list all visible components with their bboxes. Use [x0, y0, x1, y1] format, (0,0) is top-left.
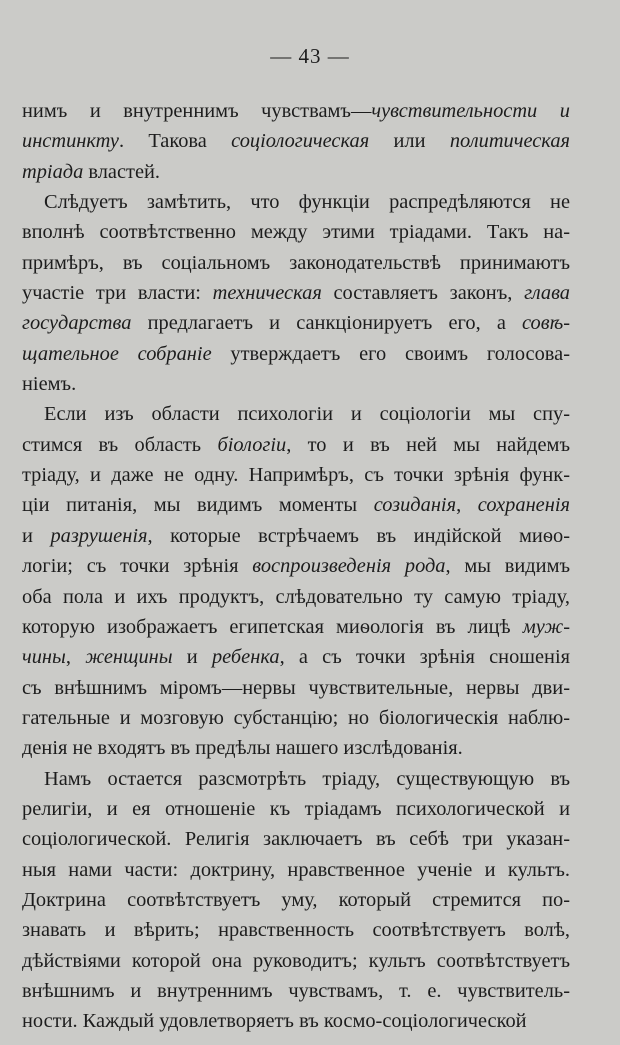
- text-segment: тріаду, и даже не одну. Напримѣръ, съ точки зрѣнія функ-: [22, 464, 570, 487]
- text-segment: ности. Каждый удовлетворяетъ въ космо-соціологической: [22, 1010, 527, 1033]
- text-segment: оба пола и ихъ продуктъ, слѣдовательно ту самую тріаду,: [22, 585, 570, 608]
- text-segment: ныя нами части: доктрину, нравственное ученіе и культъ.: [22, 858, 570, 881]
- text-line: [22, 217, 570, 247]
- text-line: [22, 278, 570, 308]
- text-line: [22, 733, 570, 763]
- text-line: [22, 855, 570, 885]
- text-segment: нимъ и внутреннимъ чувствамъ—: [22, 100, 372, 122]
- text-segment: , мы видимъ: [445, 555, 570, 578]
- italic-text: чины: [22, 646, 66, 669]
- text-line: [22, 430, 570, 460]
- text-line: [22, 96, 570, 126]
- text-segment: Если изъ области психологіи и соціологіи мы спу-: [44, 403, 570, 426]
- text-line: [22, 521, 570, 551]
- text-segment: , которые встрѣчаемъ въ индійской миѳо-: [147, 524, 570, 547]
- text-line: [22, 612, 570, 642]
- text-segment: знавать и вѣрить; нравственность соотвѣтствуетъ волѣ,: [22, 919, 570, 942]
- text-segment: составляетъ законъ,: [321, 282, 525, 305]
- italic-text: глава: [524, 282, 570, 305]
- text-line: [22, 946, 570, 976]
- text-segment: ,: [456, 494, 478, 517]
- text-line: [22, 976, 570, 1006]
- text-line: [22, 824, 570, 854]
- text-line: [22, 551, 570, 581]
- italic-text: чувствительности и: [371, 100, 570, 122]
- text-line: [22, 187, 570, 217]
- italic-text: ребенка: [211, 646, 280, 669]
- text-segment: логіи; съ точки зрѣнія: [22, 555, 253, 578]
- text-segment: предлагаетъ и санкціонируетъ его, а: [131, 312, 523, 335]
- text-segment: соціологической. Религія заключаетъ въ себѣ три указан-: [22, 828, 570, 851]
- text-segment: ціи питанія, мы видимъ моменты: [22, 494, 374, 517]
- text-segment: денія не входятъ въ предѣлы нашего изслѣдованія.: [22, 737, 463, 760]
- text-segment: и: [22, 524, 51, 547]
- text-segment: Слѣдуетъ замѣтить, что функціи распредѣляются не: [44, 191, 570, 214]
- text-line: [22, 399, 570, 429]
- text-line: [22, 339, 570, 369]
- text-segment: властей.: [83, 160, 161, 183]
- text-segment: , то и въ ней мы найдемъ: [286, 433, 570, 456]
- italic-text: біологіи: [217, 433, 287, 456]
- text-segment: и: [172, 646, 212, 669]
- text-line: [22, 703, 570, 733]
- text-line: [22, 490, 570, 520]
- italic-text: разрушенія: [50, 524, 148, 547]
- italic-text: инстинкту: [22, 130, 119, 153]
- text-segment: дѣйствіями которой она руководитъ; культъ соотвѣтствуетъ: [22, 949, 570, 972]
- text-segment: стимся въ область: [22, 433, 218, 456]
- text-segment: съ внѣшнимъ міромъ—нервы чувствительные, нервы дви-: [22, 676, 570, 699]
- text-segment: ,: [65, 646, 86, 669]
- text-segment: , а съ точки зрѣнія сношенія: [279, 646, 570, 669]
- text-line: [22, 794, 570, 824]
- text-segment: которую изображаетъ египетская миѳологія въ лицѣ: [22, 615, 523, 638]
- text-segment: религіи, и ея отношеніе къ тріадамъ психологической и: [22, 797, 570, 820]
- text-segment: ніемъ.: [22, 373, 77, 396]
- text-segment: вполнѣ соотвѣтственно между этими тріадами. Такъ на-: [22, 221, 570, 244]
- text-line: [22, 369, 570, 399]
- italic-text: женщины: [85, 646, 173, 669]
- text-line: [22, 157, 570, 187]
- italic-text: созиданія: [373, 494, 457, 517]
- text-line: [22, 673, 570, 703]
- italic-text: техническая: [212, 282, 322, 305]
- italic-text: сохраненія: [477, 494, 570, 517]
- text-line: [22, 460, 570, 490]
- text-segment: внѣшнимъ и внутреннимъ чувствамъ, т. е. чувствитель-: [22, 979, 570, 1002]
- italic-text: политическая: [449, 130, 570, 153]
- text-line: [22, 915, 570, 945]
- text-line: [22, 1006, 570, 1036]
- text-segment: примѣръ, въ соціальномъ законодательствѣ принимаютъ: [22, 251, 570, 274]
- italic-text: государства: [22, 312, 132, 335]
- text-line: [22, 126, 570, 156]
- italic-text: воспроизведенія рода: [252, 555, 446, 578]
- text-segment: гательные и мозговую субстанцію; но біологическія наблю-: [22, 706, 570, 729]
- body-text: [22, 96, 570, 1037]
- text-segment: или: [369, 130, 450, 153]
- text-segment: участіе три власти:: [22, 282, 213, 305]
- italic-text: совѣ-: [522, 312, 570, 335]
- italic-text: соціологическая: [231, 130, 370, 153]
- text-line: [22, 308, 570, 338]
- text-line: [22, 764, 570, 794]
- page-number: — 43 —: [270, 44, 350, 68]
- text-segment: Доктрина соотвѣтствуетъ уму, который стремится по-: [22, 888, 570, 911]
- text-line: [22, 248, 570, 278]
- italic-text: тріада: [22, 160, 84, 183]
- text-line: [22, 642, 570, 672]
- text-line: [22, 885, 570, 915]
- text-segment: Намъ остается разсмотрѣть тріаду, существующую въ: [44, 767, 570, 790]
- text-line: [22, 582, 570, 612]
- text-segment: . Такова: [118, 130, 232, 153]
- text-segment: утверждаетъ его своимъ голосова-: [211, 342, 570, 365]
- italic-text: муж-: [522, 615, 570, 638]
- italic-text: щательное собраніе: [22, 342, 212, 365]
